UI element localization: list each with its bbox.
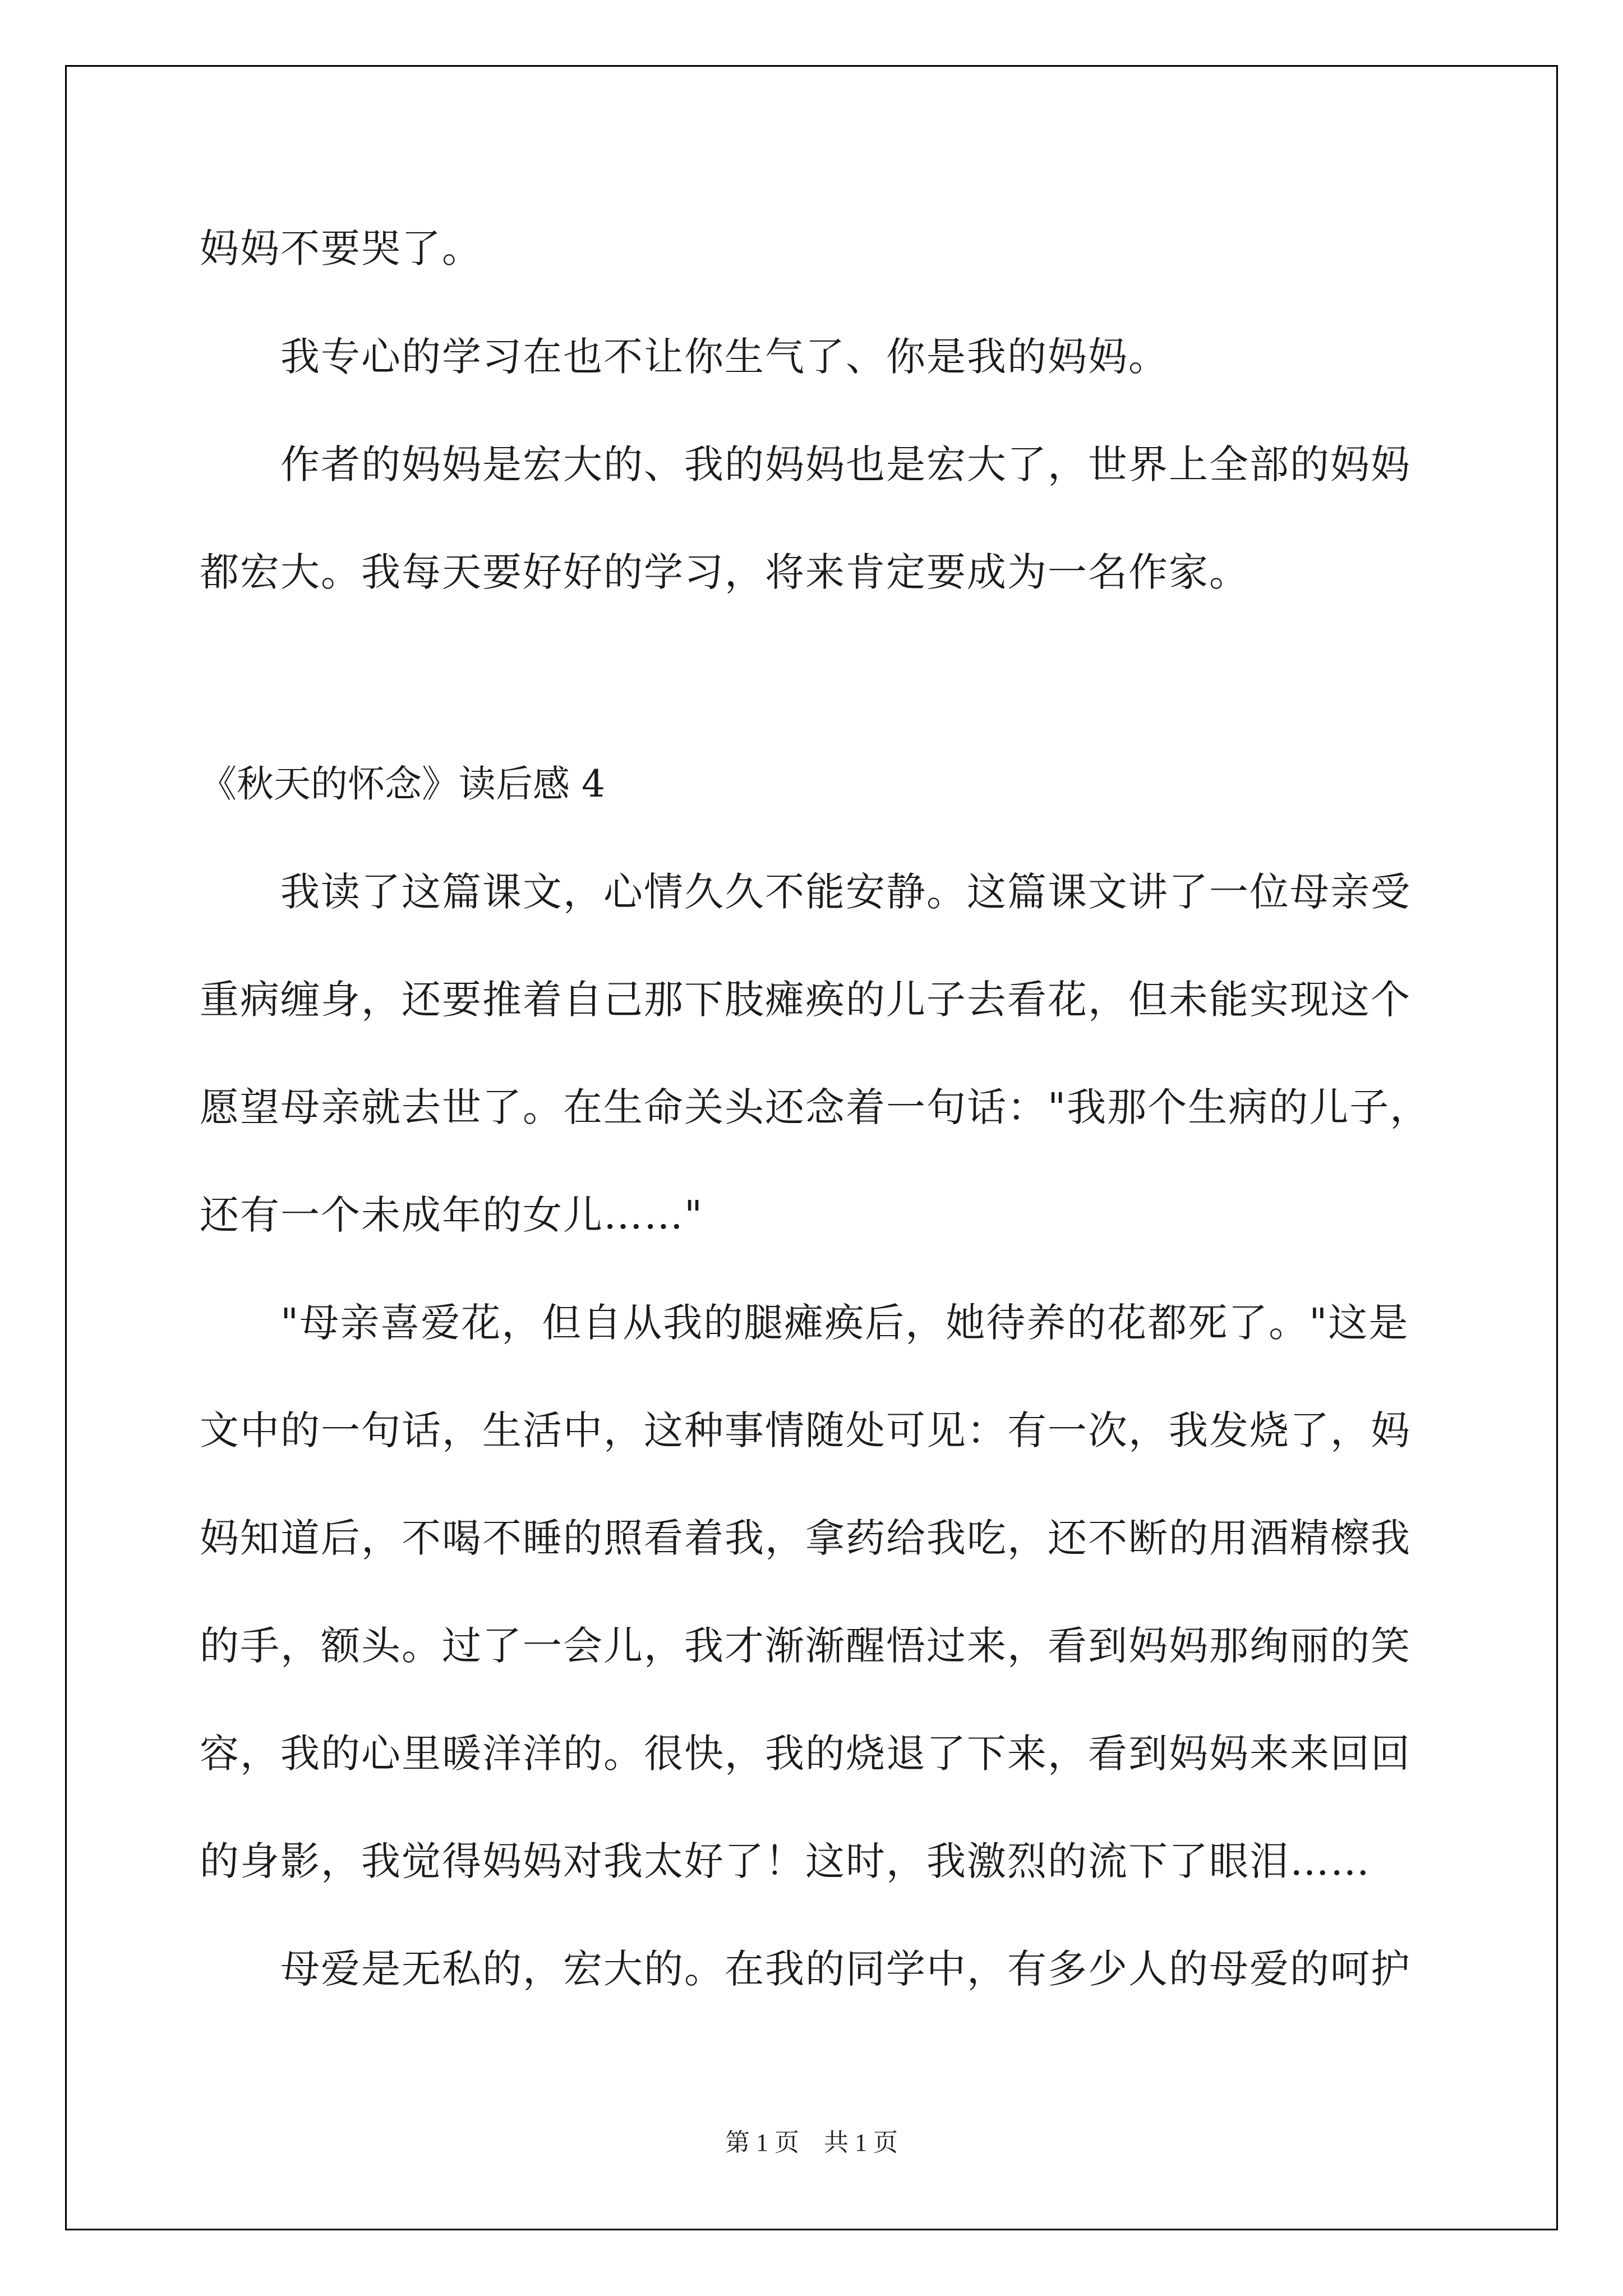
paragraph-line: 母爱是无私的，宏大的。在我的同学中，有多少人的母爱的呵护 (280, 1946, 1411, 1992)
paragraph-line: 文中的一句话，生活中，这种事情随处可见：有一次，我发烧了，妈 (200, 1407, 1411, 1453)
paragraph-line: 我专心的学习在也不让你生气了、你是我的妈妈。 (280, 334, 1169, 380)
paragraph-line: 我读了这篇课文，心情久久不能安静。这篇课文讲了一位母亲受 (280, 869, 1411, 915)
paragraph-line: "母亲喜爱花，但自从我的腿瘫痪后，她待养的花都死了。"这是 (280, 1300, 1409, 1346)
page-border (65, 65, 1558, 2230)
paragraph-line: 还有一个未成年的女儿……" (200, 1192, 704, 1238)
paragraph-line: 愿望母亲就去世了。在生命关头还念着一句话："我那个生病的儿子， (200, 1084, 1431, 1130)
paragraph-line: 作者的妈妈是宏大的、我的妈妈也是宏大了，世界上全部的妈妈 (280, 441, 1411, 487)
section-heading: 《秋天的怀念》读后感 4 (200, 762, 605, 806)
paragraph-line: 的身影，我觉得妈妈对我太好了！这时，我激烈的流下了眼泪…… (200, 1838, 1371, 1884)
paragraph-line: 妈知道后，不喝不睡的照看着我，拿药给我吃，还不断的用酒精檫我 (200, 1515, 1411, 1561)
paragraph-line: 的手，额头。过了一会儿，我才渐渐醒悟过来，看到妈妈那绚丽的笑 (200, 1623, 1411, 1669)
page-number-footer: 第 1 页 共 1 页 (725, 2129, 898, 2156)
paragraph-line: 都宏大。我每天要好好的学习，将来肯定要成为一名作家。 (200, 549, 1249, 595)
paragraph-line: 容，我的心里暖洋洋的。很快，我的烧退了下来，看到妈妈来来回回 (200, 1731, 1411, 1777)
paragraph-line: 妈妈不要哭了。 (200, 226, 482, 272)
paragraph-line: 重病缠身，还要推着自己那下肢瘫痪的儿子去看花，但未能实现这个 (200, 977, 1411, 1023)
